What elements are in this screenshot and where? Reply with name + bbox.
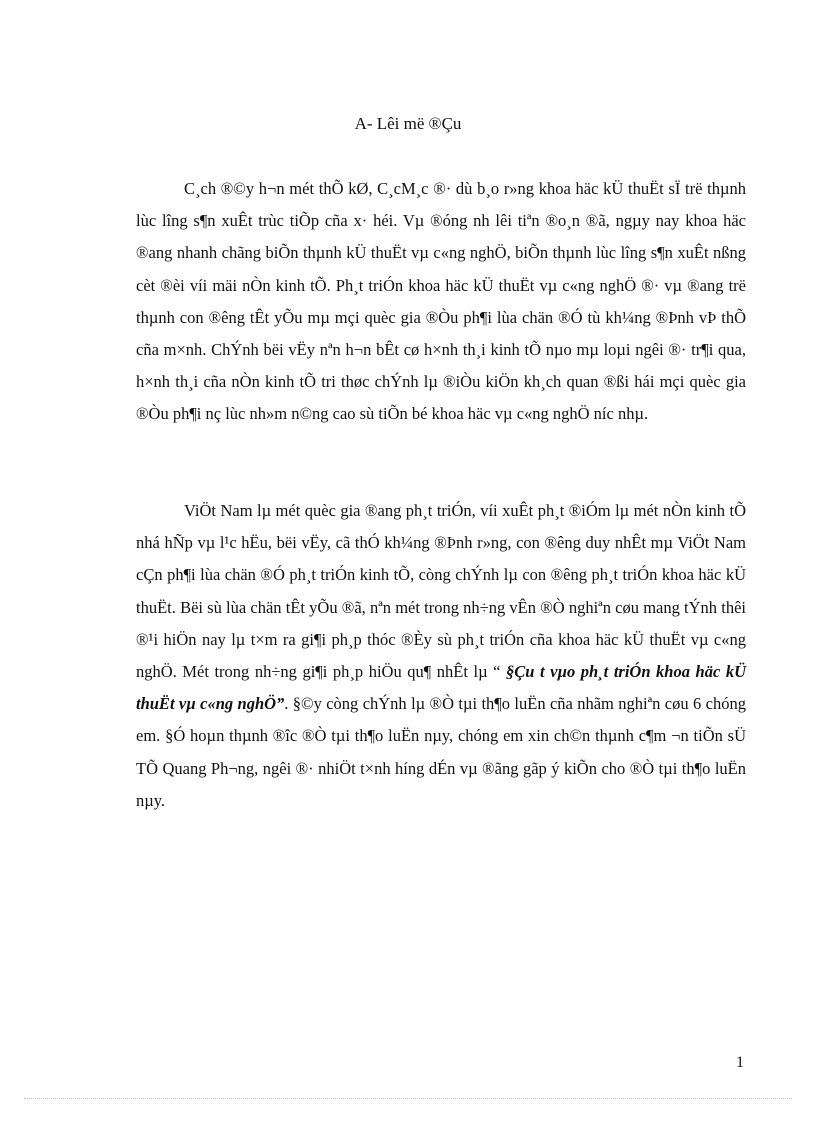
paragraph-vietnam-text: ViÖt Nam lµ mét quèc gia ®ang ph¸t triÓn, víi xuÊt ph¸t ®iÓm lµ mét nÒn kinh tÕ nhá hÑp vµ l¹c hËu, bëi vËy, cã thÓ kh¼ng ®Þnh r»ng, con ®êng duy nhÊt mµ ViÖt Nam cÇn ph¶i lùa chän ®Ó ph¸t triÓn kinh tÕ, còng chÝnh lµ con ®êng ph¸t triÓn khoa häc kÜ thuËt. Bëi sù lùa chän tÊt yÕu ®ã, nªn mét trong nh÷ng vÊn ®Ò nghiªn cøu mang tÝnh thêi ®¹i hiÖn nay lµ t×m ra gi¶i ph¸p thóc ®Èy sù ph¸t triÓn cña khoa häc kÜ thuËt vµ c«ng nghÖ. Mét trong nh÷ng gi¶i ph¸p hiÖu qu¶ nhÊt lµ “	[136, 501, 746, 682]
paragraph-vietnam	[136, 495, 746, 817]
paragraph-vietnam-text-end: . §©y còng chÝnh lµ ®Ò tµi th¶o luËn cña nhãm nghiªn cøu 6 chóng em. §Ó hoµn thµnh ®îc ®Ò tµi th¶o luËn nµy, chóng em xin ch©n thµnh c¶m ¬n tiÕn sÜ TÕ Quang Ph¬ng, ngêi ®· nhiÖt t×nh híng dÉn vµ ®ãng gãp ý kiÕn cho ®Ò tµi th¶o luËn nµy.	[136, 694, 746, 810]
paragraph-intro	[136, 173, 746, 431]
page-bottom-divider	[24, 1098, 792, 1099]
paragraph-intro-text: C¸ch ®©y h¬n mét thÕ kØ, C¸cM¸c ®· dù b¸o r»ng khoa häc kÜ thuËt sÏ trë thµnh lùc lîng s¶n xuÊt trùc tiÕp cña x· héi. Vµ ®óng nh lêi tiªn ®o¸n ®ã, ngµy nay khoa häc ®ang nhanh chãng biÕn thµnh kÜ thuËt vµ c«ng nghÖ, biÕn thµnh lùc lîng s¶n xuÊt nßng cèt ®èi víi mäi nÒn kinh tÕ. Ph¸t triÓn khoa häc kÜ thuËt vµ c«ng nghÖ ®· vµ ®ang trë thµnh con ®êng tÊt yÕu mµ mçi quèc gia ®Òu ph¶i lùa chän ®Ó tù kh¼ng ®Þnh vÞ thÕ cña m×nh. ChÝnh bëi vËy nªn h¬n bÊt cø h×nh th¸i kinh tÕ nµo mµ loµi ngêi ®· tr¶i qua, h×nh th¸i cña nÒn kinh tÕ tri thøc chÝnh lµ ®iÒu kiÖn kh¸ch quan ®ßi hái mçi quèc gia ®Òu ph¶i nç lùc nh»m n©ng cao sù tiÕn bé khoa häc vµ c«ng nghÖ níc nhµ.	[136, 179, 746, 424]
emphasized-topic: §Çu t vµo ph¸t triÓn khoa häc kÜ thuËt vµ c«ng nghÖ”	[136, 662, 746, 714]
page-number: 1	[736, 1054, 744, 1071]
section-heading: A- Lêi më ®Çu	[354, 114, 462, 133]
